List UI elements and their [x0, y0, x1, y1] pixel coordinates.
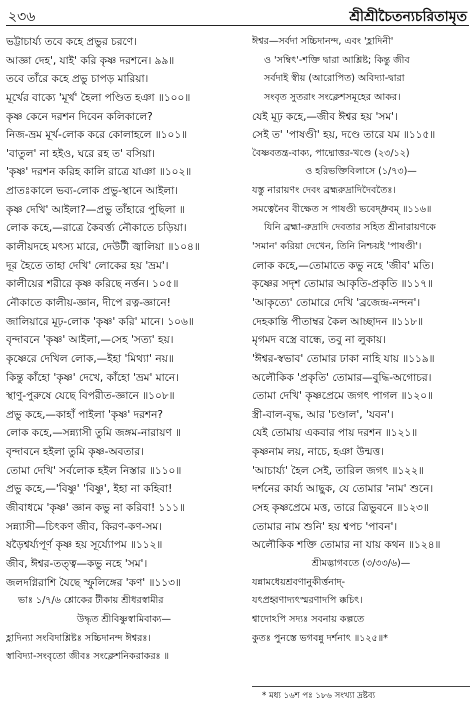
verse-line: ভট্টাচার্য্য তবে কহে প্রভুর চরণে। [6, 36, 137, 48]
citation-line: ও হরিভক্তিবিলাসে (১/৭৩)— [305, 166, 417, 178]
verse-line: প্রভু কহে,—কাহাঁ পাইলা 'কৃষ্ণ' দরশন? [6, 408, 163, 421]
citation-line: বৈষ্ণবতন্ত্র-বাক্য, পাদ্মোত্তর-খণ্ডে (২৩/১২) [252, 147, 410, 159]
verse-line: 'কৃষ্ণ' দরশন করিহ কালি রাত্রে যাঞা ॥১০২॥ [6, 166, 192, 179]
verse-line: আজ্ঞা দেহ', যাই' করি কৃষ্ণ দরশনে। ৯৯॥ [6, 54, 175, 67]
commentary-line: সর্বদাই স্বীয় (আরোপিত) অবিদ্যা-দ্বারা [264, 73, 405, 85]
verse-line: বৃন্দাবনে 'কৃষ্ণ' আইলা,—সেহ 'সত্য' হয়। [6, 334, 174, 347]
verse-line: জীবাধমে 'কৃষ্ণ' জ্ঞান কভু না করিবা! ১১১॥ [6, 502, 185, 515]
sanskrit-verse-line: হ্লাদিন্যা সংবিদাশ্লিষ্টঃ সচ্চিদানন্দ ঈশ্বরঃ। [6, 632, 151, 644]
verse-line: সন্ন্যাসী—চিৎকণ জীব, কিরণ-কণ-সম। [6, 520, 162, 533]
verse-line: জলদগ্নিরাশি যৈছে স্ফুলিঙ্গের 'কণ' ॥১১৩॥ [6, 576, 181, 589]
verse-line: প্রাতঃকালে ভব্য-লোক প্রভু-স্থানে আইলা। [6, 185, 179, 198]
verse-line: জীব, ঈশ্বর-তত্ত্ব—কভু নহে 'সম'। [6, 557, 148, 570]
sanskrit-verse-line: কুতঃ পুনস্তে ভগবন্নু দর্শনাৎ ॥১২৫॥* [252, 632, 388, 644]
sanskrit-verse-line: যস্তু নারায়ণং দেবং ব্রহ্মরুদ্রাদিদৈবতৈঃ। [252, 185, 396, 197]
page-number: ২৩৬ [8, 9, 36, 25]
commentary-line: ও 'সম্বিৎ'-শক্তি দ্বারা আশ্লিষ্ট; কিন্তু জীব [264, 54, 410, 66]
verse-line: 'আকৃত্যে' তোমারে দেখি 'ব্রজেন্দ্র-নন্দন'। [252, 296, 421, 309]
verse-line: যেই মূঢ় কহে,—জীব ঈশ্বর হয় 'সম'। [252, 110, 398, 123]
verse-line: দর্শনের কার্য্য আছুক, যে তোমার 'নাম' শুনে। [252, 483, 434, 496]
verse-line: নৌকাতে কালীয়-জ্ঞান, দীপে রত্ন-জ্ঞানে! [6, 296, 171, 309]
page-header [6, 3, 469, 26]
verse-line: কিন্তু কাঁহো 'কৃষ্ণ' দেখে, কাঁহো 'ভ্রম' মানে। [6, 371, 179, 384]
verse-line: কৃষ্ণ দেখি' আইলা?—প্রভু তাঁহারে পুছিলা ॥ [6, 203, 185, 216]
verse-line: স্ত্রী-বাল-বৃদ্ধ, আর 'চণ্ডাল', 'যবন'। [252, 408, 394, 421]
verse-line: কৃষ্ণনাম লয়, নাচে, হঞা উন্মত্ত। [252, 446, 384, 459]
verse-line: ষড়ৈশ্বর্য্যপূর্ণ কৃষ্ণ হয় সূর্য্যোপম ॥১১২॥ [6, 539, 163, 552]
verse-line: লোক কহে,—রাত্রে কৈবর্ত্ত্য নৌকাতে চড়িয়া। [6, 222, 187, 235]
verse-line: কৃষ্ণ কেনে দরশন দিবেন কলিকালে? [6, 110, 153, 123]
verse-line: কৃষ্ণের সদৃশ তোমার আকৃতি-প্রকৃতি ॥১১৭॥ [252, 278, 433, 291]
book-title: শ্রীশ্রীচৈতন্যচরিতামৃত [349, 9, 467, 25]
verse-line: যেই তোমায় একবার পায় দরশন ॥১২১॥ [252, 427, 418, 440]
verse-line: তোমা দেখি' সর্বলোক হইল নিস্তার ॥১১০॥ [6, 464, 182, 477]
verse-line: প্রভু কহে,—'বিষ্ণু' 'বিষ্ণু', ইহা না কহিবা! [6, 483, 173, 496]
verse-line: অলৌকিক শক্তি তোমার না যায় কথন ॥১২৪॥ [252, 539, 441, 552]
verse-line: তোমা দেখি' কৃষ্ণপ্রেমে জগৎ পাগল ॥১২০॥ [252, 390, 433, 403]
sanskrit-verse-line: যন্নামধেয়শ্রবণানুকীর্ত্তনাদ্- [252, 576, 346, 588]
verse-line: মূর্খের বাক্যে 'মূর্খ' হৈলা পণ্ডিত হঞা ॥১০০॥ [6, 91, 191, 104]
verse-line: 'বাতুল' না হইও, ঘরে রহ ত' বসিয়া। [6, 147, 156, 160]
commentary-line: ঈশ্বর—সর্বদা সচ্চিদানন্দ, এবং 'হ্লাদিনী' [252, 36, 394, 47]
sanskrit-verse-line: যৎপ্রহ্বণাদ্যৎস্মরণাদপি ক্কচিৎ। [252, 595, 363, 607]
verse-line: 'আচার্য্য' হৈল সেই, তারিল জগৎ ॥১২২॥ [252, 464, 424, 477]
verse-line: দূর হৈতে তাহা দেখি' লোকের হয় 'ভ্রম'। [6, 259, 169, 272]
footnote: * মধ্য ১৬শ পঃ ১৮৬ সংখ্যা দ্রষ্টব্য [262, 691, 376, 701]
verse-line: স্থাণু-পুরুষে যেছে বিপরীত-জ্ঞানে ॥১০৮॥ [6, 390, 175, 403]
verse-line: নিজ-ভ্রম মূর্খ-লোক করে কোলাহলে ॥১০১॥ [6, 129, 188, 142]
verse-line: মৃগমদ বস্ত্রে বান্ধে, তবু না লুকায়। [252, 334, 386, 347]
sanskrit-verse-line: সমত্বেনৈব বীক্ষেত স পাষণ্ডী ভবেদ্ধ্রুবম্ ॥১১৬॥ [252, 203, 432, 215]
commentary-line: উদ্ধৃত শ্রীবিষ্ণুস্বামিবাক্য— [76, 613, 172, 625]
verse-line: লোক কহে,—সন্ন্যাসী তুমি জঙ্গম-নারায়ণ ॥ [6, 427, 181, 440]
verse-line: সেহ কৃষ্ণপ্রেমে মত্ত, তারে ত্রিভুবনে ॥১২৩॥ [252, 502, 429, 515]
verse-line: 'ঈশ্বর-স্বভাব' তোমার ঢাকা নাহি যায় ॥১১৯॥ [252, 352, 435, 365]
verse-line: বৃন্দাবনে হইলা তুমি কৃষ্ণ-অবতার। [6, 446, 144, 459]
verse-line: তোমার নাম শুনি' হয় শ্বপচ 'পাবন'। [252, 520, 398, 533]
footnote-divider [252, 686, 470, 687]
citation-line: শ্রীমদ্ভাগবতে (৩/৩৩/৬)— [311, 557, 411, 569]
commentary-line: ভাঃ ১/৭/৬ শ্লোকের টীকায় শ্রীধরস্বামীর [18, 595, 164, 607]
verse-line: কালীয়ের শরীরে কৃষ্ণ করিছে নর্ত্তন। ১০৫॥ [6, 278, 179, 291]
verse-line: কালীয়দহে মৎস্য মারে, দেউটী জ্বালিয়া ॥১০৪॥ [6, 241, 200, 254]
verse-line: কৃষ্ণেরে দেখিল লোক,—ইহা 'মিথ্যা' নয়॥ [6, 352, 174, 365]
verse-line: লোক কহে,—তোমাতে কভু নহে 'জীব' মতি। [252, 259, 434, 272]
commentary-line: সংবৃত সুতরাং সংক্লেশসমূহের আকর। [264, 91, 401, 103]
sanskrit-verse-line: শ্বাদোঽপি সদ্যঃ সবনায় কল্পতে [252, 613, 365, 625]
verse-line: তবে তাঁরে কহে প্রভু চাপড় মারিয়া। [6, 73, 149, 86]
verse-line: দেহকান্তি পীতাম্বর কৈল আচ্ছাদন ॥১১৮॥ [252, 315, 424, 328]
left-column [6, 33, 242, 667]
verse-line: সেই ত' 'পাষণ্ডী' হয়, দণ্ডে তারে যম ॥১১৫॥ [252, 129, 436, 142]
verse-line: জালিয়ারে মূঢ়-লোক 'কৃষ্ণ' করি' মানে। ১০৬॥ [6, 315, 194, 328]
translation-line: যিনি ব্রহ্মা-রুদ্রাদি দেবতার সহিত শ্রীনারায়ণকে [264, 222, 436, 234]
translation-line: 'সমান' করিয়া দেখেন, তিনি নিশ্চয়ই 'পাষণ্ডী'। [252, 241, 422, 253]
verse-line: অলৌকিক 'প্রকৃতি' তোমার—বুদ্ধি-অগোচর। [252, 371, 432, 384]
sanskrit-verse-line: স্বাবিদ্যা-সংবৃতো জীবঃ সংক্লেশনিকরাকরঃ ॥ [6, 651, 170, 663]
right-column [252, 33, 470, 648]
